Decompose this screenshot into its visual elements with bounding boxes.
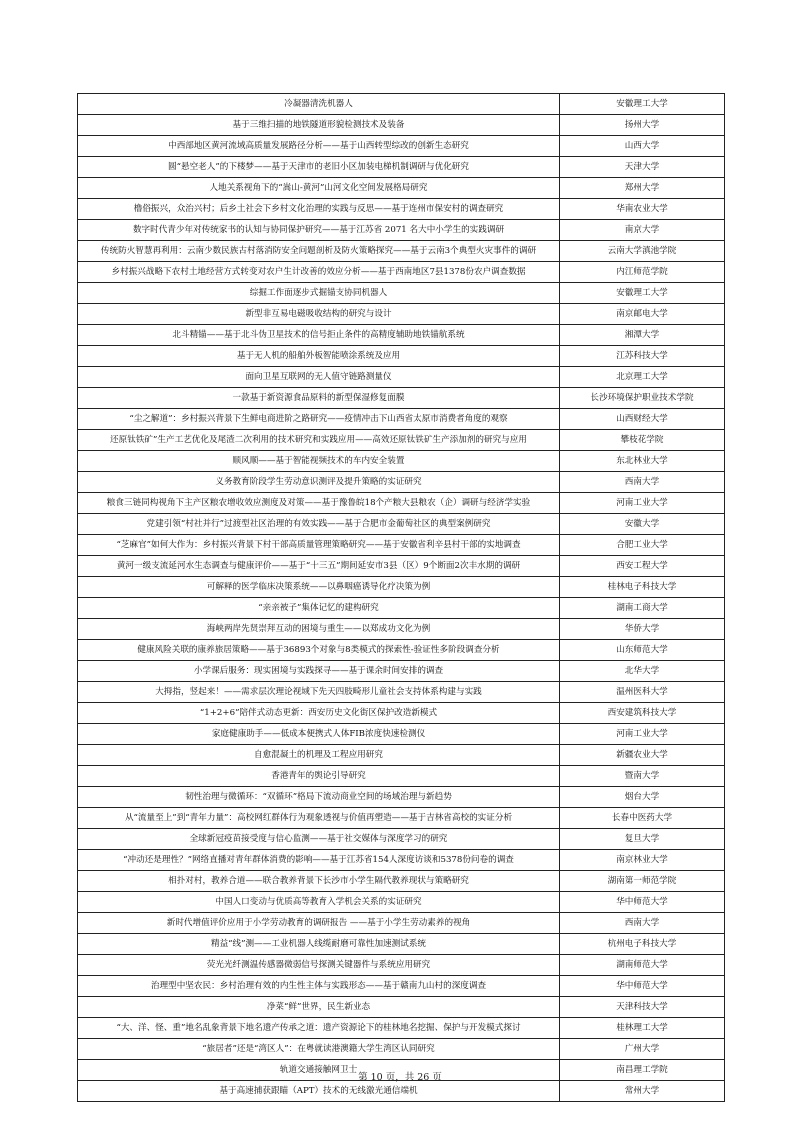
- project-title-cell: 新时代增值评价应用于小学劳动教育的调研报告 ——基于小学生劳动素养的视角: [78, 913, 560, 934]
- table-row: [78, 388, 725, 409]
- project-title-cell: 基于无人机的船舶外板智能喷涂系统及应用: [78, 346, 560, 367]
- school-name-cell: 新疆农业大学: [560, 745, 725, 766]
- table-row: [78, 409, 725, 430]
- page-number: 第 10 页，共 26 页: [358, 1072, 442, 1083]
- project-title-cell: 荧光光纤测温传感器微弱信号探测关键器件与系统应用研究: [78, 955, 560, 976]
- school-name-cell: 广州大学: [560, 1039, 725, 1060]
- project-title-cell: 还原钛铁矿”生产工艺优化及尾渣二次利用的技术研究和实践应用——高效还原钛铁矿生产添加剂的研究与应用: [78, 430, 560, 451]
- school-name-cell: 南京邮电大学: [560, 304, 725, 325]
- project-title-cell: 全球新冠疫苗接受度与信心监测——基于社交媒体与深度学习的研究: [78, 829, 560, 850]
- school-name-cell: 河南工业大学: [560, 724, 725, 745]
- project-title-cell: 基于三维扫描的地铁隧道形貌检测技术及装备: [78, 115, 560, 136]
- table-row: [78, 892, 725, 913]
- table-row: [78, 787, 725, 808]
- table-row: [78, 220, 725, 241]
- project-title-cell: 自愈混凝土的机理及工程应用研究: [78, 745, 560, 766]
- table-row: [78, 304, 725, 325]
- school-name-cell: 山西财经大学: [560, 409, 725, 430]
- school-name-cell: 杭州电子科技大学: [560, 934, 725, 955]
- project-title-cell: 家庭健康助手——低成本便携式人体FIB浓度快速检测仪: [78, 724, 560, 745]
- table-row: [78, 1039, 725, 1060]
- school-name-cell: 扬州大学: [560, 115, 725, 136]
- table-row: [78, 94, 725, 115]
- project-title-cell: “尘之解道”：乡村振兴背景下生鲜电商进阶之路研究——疫情冲击下山西省太原市消费者角度的观察: [78, 409, 560, 430]
- school-name-cell: 温州医科大学: [560, 682, 725, 703]
- table-row: [78, 871, 725, 892]
- project-title-cell: 可解释的医学临床决策系统——以鼻咽癌诱导化疗决策为例: [78, 577, 560, 598]
- school-name-cell: 长沙环境保护职业技术学院: [560, 388, 725, 409]
- table-row: [78, 577, 725, 598]
- project-title-cell: “1+2+6”陪伴式动态更新：西安历史文化街区保护改造新模式: [78, 703, 560, 724]
- table-row: [78, 808, 725, 829]
- table-row: [78, 682, 725, 703]
- project-title-cell: “冲动还是理性？”网络直播对青年群体消费的影响——基于江苏省154人深度访谈和5378份问卷的调查: [78, 850, 560, 871]
- table-row: [78, 472, 725, 493]
- table-row: [78, 829, 725, 850]
- school-name-cell: 山东师范大学: [560, 640, 725, 661]
- school-name-cell: 西安工程大学: [560, 556, 725, 577]
- project-title-cell: 面向卫星互联网的无人值守链路测量仪: [78, 367, 560, 388]
- school-name-cell: 北京理工大学: [560, 367, 725, 388]
- page-footer: [0, 1069, 800, 1083]
- project-title-cell: 冷凝器清洗机器人: [78, 94, 560, 115]
- project-title-cell: “大、洋、怪、重”地名乱象背景下地名遗产传承之道：遗产资源论下的桂林地名挖掘、保护与开发模式探讨: [78, 1018, 560, 1039]
- school-name-cell: 安徽理工大学: [560, 94, 725, 115]
- school-name-cell: 南京林业大学: [560, 850, 725, 871]
- table-row: [78, 367, 725, 388]
- table-row: [78, 178, 725, 199]
- project-title-cell: 黄河一级支流延河水生态调查与健康评价——基于“十三五”期间延安市3县（区）9个断面2次丰水期的调研: [78, 556, 560, 577]
- school-name-cell: 天津大学: [560, 157, 725, 178]
- project-title-cell: 乡村振兴战略下农村土地经营方式转变对农户生计改善的效应分析——基于西南地区7县1378份农户调查数据: [78, 262, 560, 283]
- table-row: [78, 955, 725, 976]
- school-name-cell: 西南大学: [560, 913, 725, 934]
- project-title-cell: 粮食三链同构视角下主产区粮农增收效应测度及对策——基于豫鲁皖18个产粮大县粮农（企）调研与经济学实验: [78, 493, 560, 514]
- project-title-cell: 党建引领“村社并行”过渡型社区治理的有效实践——基于合肥市金葡萄社区的典型案例研究: [78, 514, 560, 535]
- table-row: [78, 913, 725, 934]
- school-name-cell: 湖南第一师范学院: [560, 871, 725, 892]
- school-name-cell: 郑州大学: [560, 178, 725, 199]
- project-title-cell: 净菜“鲜”世界，民生新业态: [78, 997, 560, 1018]
- project-title-cell: 治理型中坚农民：乡村治理有效的内生性主体与实践形态——基于赣南九山村的深度调查: [78, 976, 560, 997]
- school-name-cell: 江苏科技大学: [560, 346, 725, 367]
- project-title-cell: 小学课后服务：现实困境与实践探寻——基于课余时间安排的调查: [78, 661, 560, 682]
- table-row: [78, 850, 725, 871]
- table-row: [78, 199, 725, 220]
- school-name-cell: 河南工业大学: [560, 493, 725, 514]
- table-row: [78, 661, 725, 682]
- school-name-cell: 内江师范学院: [560, 262, 725, 283]
- project-title-cell: 基于高速捕获跟瞄（APT）技术的无线激光通信端机: [78, 1081, 560, 1102]
- table-row: [78, 262, 725, 283]
- project-title-cell: 北斗精锚——基于北斗伪卫星技术的信号拒止条件的高精度辅助地铁锚航系统: [78, 325, 560, 346]
- table-row: [78, 724, 725, 745]
- awards-table-container: [77, 93, 723, 1102]
- school-name-cell: 安徽大学: [560, 514, 725, 535]
- table-row: [78, 997, 725, 1018]
- table-row: [78, 346, 725, 367]
- project-title-cell: 韧性治理与微循环：“双循环”格局下流动商业空间的场域治理与新趋势: [78, 787, 560, 808]
- table-row: [78, 115, 725, 136]
- project-title-cell: 中国人口变动与优质高等教育入学机会关系的实证研究: [78, 892, 560, 913]
- table-row: [78, 241, 725, 262]
- school-name-cell: 复旦大学: [560, 829, 725, 850]
- project-title-cell: 圆“悬空老人”的下楼梦——基于天津市的老旧小区加装电梯机制调研与优化研究: [78, 157, 560, 178]
- school-name-cell: 山西大学: [560, 136, 725, 157]
- project-title-cell: 相扑对村，教养合道——联合教养背景下长沙市小学生隔代教养现状与策略研究: [78, 871, 560, 892]
- school-name-cell: 华南农业大学: [560, 199, 725, 220]
- school-name-cell: 华中师范大学: [560, 892, 725, 913]
- table-row: [78, 745, 725, 766]
- school-name-cell: 桂林理工大学: [560, 1018, 725, 1039]
- school-name-cell: 天津科技大学: [560, 997, 725, 1018]
- project-title-cell: 综掘工作面逐步式掘锚支协同机器人: [78, 283, 560, 304]
- table-row: [78, 766, 725, 787]
- school-name-cell: 长春中医药大学: [560, 808, 725, 829]
- table-row: [78, 640, 725, 661]
- school-name-cell: 云南大学滇池学院: [560, 241, 725, 262]
- school-name-cell: 西南大学: [560, 472, 725, 493]
- school-name-cell: 安徽理工大学: [560, 283, 725, 304]
- project-title-cell: 健康风险关联的康养旅居策略——基于36893个对象与8类模式的探索性-验证性多阶段调查分析: [78, 640, 560, 661]
- school-name-cell: 华中师范大学: [560, 976, 725, 997]
- table-row: [78, 619, 725, 640]
- school-name-cell: 西安建筑科技大学: [560, 703, 725, 724]
- table-row: [78, 598, 725, 619]
- project-title-cell: 新型非互易电磁吸收结构的研究与设计: [78, 304, 560, 325]
- table-row: [78, 514, 725, 535]
- awards-table: [77, 93, 725, 1102]
- school-name-cell: 湖南师范大学: [560, 955, 725, 976]
- project-title-cell: “旅居者”还是“湾区人”：在粤就读港澳籍大学生湾区认同研究: [78, 1039, 560, 1060]
- school-name-cell: 暨南大学: [560, 766, 725, 787]
- project-title-cell: 人地关系视角下的“嵩山-黄河”山河文化空间发展格局研究: [78, 178, 560, 199]
- school-name-cell: 合肥工业大学: [560, 535, 725, 556]
- school-name-cell: 湘潭大学: [560, 325, 725, 346]
- project-title-cell: 香港青年的舆论引导研究: [78, 766, 560, 787]
- project-title-cell: 一款基于新资源食品原料的新型保湿修复面膜: [78, 388, 560, 409]
- school-name-cell: 华侨大学: [560, 619, 725, 640]
- project-title-cell: “亲亲被子”集体记忆的建构研究: [78, 598, 560, 619]
- school-name-cell: 桂林电子科技大学: [560, 577, 725, 598]
- project-title-cell: 传统防火智慧再利用：云南少数民族古村落消防安全问题剖析及防火策略探究——基于云南3个典型火灾事件的调研: [78, 241, 560, 262]
- project-title-cell: 中西部地区黄河流域高质量发展路径分析——基于山西转型综改的创新生态研究: [78, 136, 560, 157]
- project-title-cell: 顺风顺——基于智能视频技术的车内安全装置: [78, 451, 560, 472]
- school-name-cell: 南京大学: [560, 220, 725, 241]
- project-title-cell: 精益“线”测——工业机器人线缆耐磨可靠性加速测试系统: [78, 934, 560, 955]
- school-name-cell: 常州大学: [560, 1081, 725, 1102]
- table-row: [78, 451, 725, 472]
- table-row: [78, 535, 725, 556]
- school-name-cell: 南昌理工学院: [560, 1060, 725, 1081]
- table-row: [78, 157, 725, 178]
- school-name-cell: 烟台大学: [560, 787, 725, 808]
- school-name-cell: 东北林业大学: [560, 451, 725, 472]
- table-row: [78, 493, 725, 514]
- table-row: [78, 1018, 725, 1039]
- project-title-cell: 海峡两岸先贤崇拜互动的困境与重生——以郑成功文化为例: [78, 619, 560, 640]
- table-row: [78, 430, 725, 451]
- table-row: [78, 976, 725, 997]
- project-title-cell: 义务教育阶段学生劳动意识测评及提升策略的实证研究: [78, 472, 560, 493]
- table-row: [78, 1081, 725, 1102]
- table-row: [78, 703, 725, 724]
- school-name-cell: 湖南工商大学: [560, 598, 725, 619]
- project-title-cell: 橹俗振兴，众治兴村；后乡土社会下乡村文化治理的实践与反思——基于连州市保安村的调查研究: [78, 199, 560, 220]
- table-row: [78, 556, 725, 577]
- project-title-cell: 数字时代青少年对传统家书的认知与协同保护研究——基于江苏省 2071 名大中小学生的实践调研: [78, 220, 560, 241]
- project-title-cell: 轨道交通接触网卫士: [78, 1060, 560, 1081]
- table-row: [78, 283, 725, 304]
- table-row: [78, 934, 725, 955]
- awards-table-body: [78, 94, 725, 1102]
- school-name-cell: 北华大学: [560, 661, 725, 682]
- project-title-cell: 从“流量至上”到“青年力量”：高校网红群体行为观象透视与价值再塑造——基于吉林省高校的实证分析: [78, 808, 560, 829]
- school-name-cell: 攀枝花学院: [560, 430, 725, 451]
- table-row: [78, 136, 725, 157]
- table-row: [78, 325, 725, 346]
- project-title-cell: “芝麻官”如何大作为：乡村振兴背景下村干部高质量管理策略研究——基于安徽省利辛县村干部的实地调查: [78, 535, 560, 556]
- project-title-cell: 大拇指，竖起来！——需求层次理论视域下先天四肢畸形儿童社会支持体系构建与实践: [78, 682, 560, 703]
